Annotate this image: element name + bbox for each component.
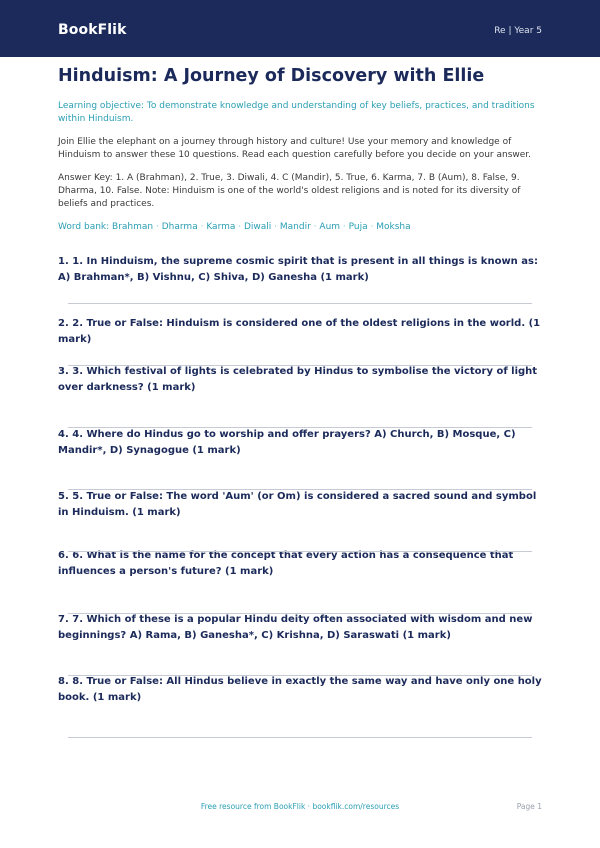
word-bank-item: Diwali xyxy=(244,222,272,232)
word-bank-item: Mandir xyxy=(279,222,311,232)
question-8: 8. 8. True or False: All Hindus believe in exactly the same way and have only one holy book. (1 mark) xyxy=(58,676,542,703)
learning-objective: Learning objective: To demonstrate knowledge and understanding of key beliefs, practices, and traditions within Hinduism. xyxy=(58,101,535,124)
answer-line xyxy=(68,613,532,614)
word-bank-item: Aum xyxy=(319,222,341,232)
question-4: 4. 4. Where do Hindus go to worship and offer prayers? A) Church, B) Mosque, C) Mandir*, D) Synagogue (1 mark) xyxy=(58,429,516,456)
answer-line xyxy=(68,737,532,738)
word-bank-item: Karma xyxy=(206,222,236,232)
brand-logo[interactable]: BookFlik xyxy=(58,22,127,38)
question-6: 6. 6. What is the name for the concept that every action has a consequence that influences a person's future? (1 mark) xyxy=(58,550,514,577)
intro-paragraph: Join Ellie the elephant on a journey through history and culture! Use your memory and knowledge of Hinduism to answer these 10 questions. Read each question carefully before you decide on your answer. xyxy=(58,137,532,160)
answer-line xyxy=(68,365,532,366)
page-title: Hinduism: A Journey of Discovery with Ellie xyxy=(58,66,485,86)
word-bank-item: Dharma xyxy=(161,222,198,232)
word-bank-label: Word bank: xyxy=(58,222,110,232)
question-7: 7. 7. Which of these is a popular Hindu deity often associated with wisdom and new beginnings? A) Rama, B) Ganesha*, C) Krishna, D) Saraswati (1 mark) xyxy=(58,614,533,641)
question-1: 1. 1. In Hinduism, the supreme cosmic spirit that is present in all things is known as: A) Brahman*, B) Vishnu, C) Shiva, D) Ganesha (1 mark) xyxy=(58,256,538,283)
question-3: 3. 3. Which festival of lights is celebrated by Hindus to symbolise the victory of light over darkness? (1 mark) xyxy=(58,366,538,393)
word-bank-item: Moksha xyxy=(376,222,411,232)
worksheet-intro xyxy=(58,63,542,234)
word-bank: Word bank: Brahman · Dharma · Karma · Diwali · Mandir · Aum · Puja · Moksha xyxy=(58,222,411,232)
question-5: 5. 5. True or False: The word 'Aum' (or Om) is considered a sacred sound and symbol in Hinduism. (1 mark) xyxy=(58,491,537,518)
answer-line xyxy=(68,551,532,552)
header-bar xyxy=(0,0,600,57)
subject-year-label: Re | Year 5 xyxy=(494,26,542,36)
answer-line xyxy=(68,675,532,676)
word-bank-item: Puja xyxy=(348,222,368,232)
answer-line xyxy=(68,427,532,428)
footer-link[interactable]: Free resource from BookFlik · bookflik.com/resources xyxy=(200,802,400,811)
answer-line xyxy=(68,303,532,304)
answer-line xyxy=(68,489,532,490)
page-number: Page 1 xyxy=(516,802,542,811)
answer-key: Answer Key: 1. A (Brahman), 2. True, 3. Diwali, 4. C (Mandir), 5. True, 6. Karma, 7. B (Aum), 8. False, 9. Dharma, 10. False. Note: Hinduism is one of the world's oldest religions and is noted for its diversity of beliefs and practices. xyxy=(58,173,521,209)
word-bank-item: Brahman xyxy=(112,222,154,232)
question-2: 2. 2. True or False: Hinduism is considered one of the oldest religions in the world. (1 mark) xyxy=(58,318,541,345)
